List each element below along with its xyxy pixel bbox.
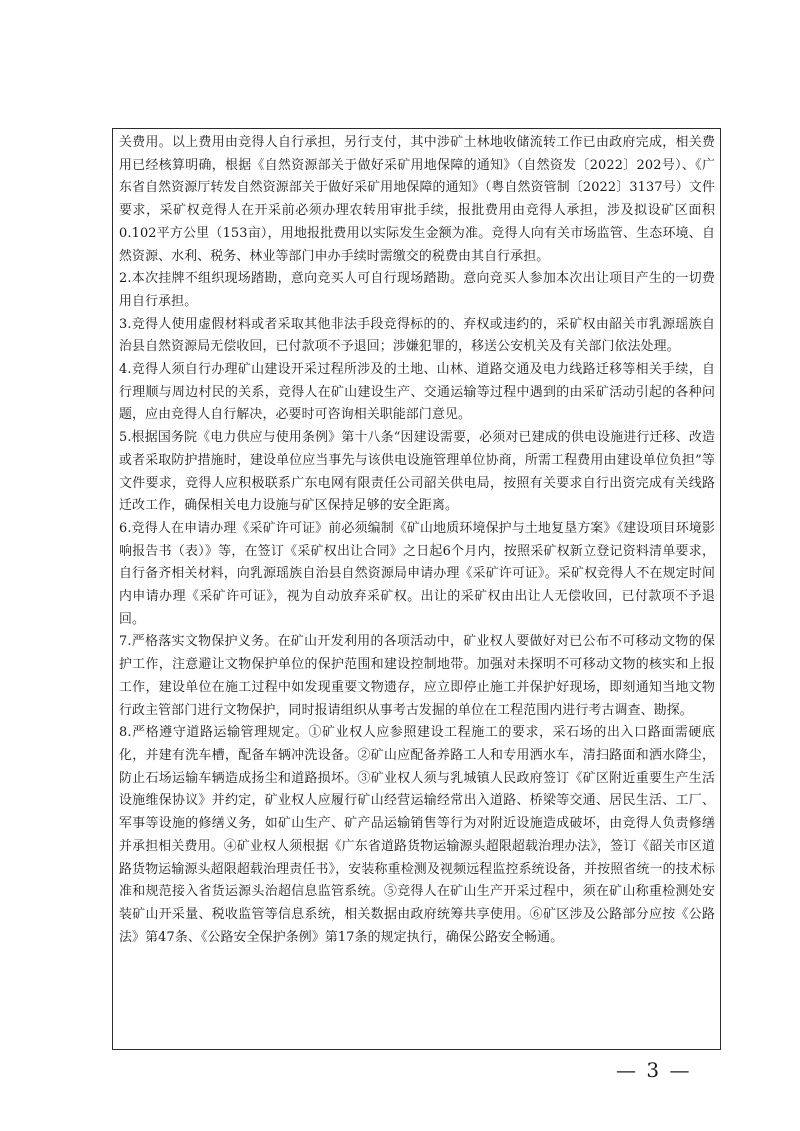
- paragraph-item-3-false-materials: 3.竞得人使用虚假材料或者采取其他非法手段竞得标的的、弃权或违约的，采矿权由韶关市乳源瑶族自治县自然资源局无偿收回，已付款项不予退回；涉嫌犯罪的，移送公安机关及有关部门依法处理。: [119, 316, 715, 355]
- paragraph-item-6-mining-license: 6.竞得人在申请办理《采矿许可证》前必须编制《矿山地质环境保护与土地复垦方案》《建设项目环境影响报告书（表）》等，在签订《采矿权出让合同》之日起6个月内，按照采矿权新立登记资料清单要求，自行备齐相关材料，向乳源瑶族自治县自然资源局申请办理《采矿许可证》。采矿权竞得人不在规定时间内申请办理《采矿许可证》，视为自动放弃采矿权。出让的采矿权由出让人无偿收回，已付款项不予退回。: [119, 520, 715, 627]
- paragraph-item-2-site-survey: 2.本次挂牌不组织现场踏勘，意向竞买人可自行现场踏勘。意向竞买人参加本次出让项目产生的一切费用自行承担。: [119, 271, 715, 309]
- paragraph-item-7-cultural-relics: 7.严格落实文物保护义务。在矿山开发利用的各项活动中，矿业权人要做好对已公布不可移动文物的保护工作，注意避让文物保护单位的保护范围和建设控制地带。加强对未探明不可移动文物的核实和上报工作，建设单位在施工过程中如发现重要文物遗存，应立即停止施工并保护好现场，即刻通知当地文物行政主管部门进行文物保护，同时报请组织从事考古发掘的单位在工程范围内进行考古调查、勘探。: [119, 634, 715, 718]
- bordered-content-box: [112, 128, 721, 1050]
- paragraph-item-5-power-supply: 5.根据国务院《电力供应与使用条例》第十八条“因建设需要，必须对已建成的供电设施进行迁移、改造或者采取防护措施时，建设单位应当事先与该供电设施管理单位协商，所需工程费用由建设单位负担”等文件要求，竞得人应积极联系广东电网有限责任公司韶关供电局，按照有关要求自行出资完成有关线路迁改工作，确保相关电力设施与矿区保持足够的安全距离。: [119, 430, 715, 514]
- paragraph-item-4-construction-procedures: 4.竞得人须自行办理矿山建设开采过程所涉及的土地、山林、道路交通及电力线路迁移等相关手续，自行理顺与周边村民的关系，竞得人在矿山建设生产、交通运输等过程中遇到的由采矿活动引起的各种问题，应由竞得人自行解决，必要时可咨询相关职能部门意见。: [119, 362, 715, 423]
- page-number: — 3 —: [616, 1058, 692, 1082]
- paragraph-fees-continuation: 关费用。以上费用由竞得人自行承担，另行支付，其中涉矿土林地收储流转工作已由政府完成，相关费用已经核算明确，根据《自然资源部关于做好采矿用地保障的通知》（自然资发〔2022〕202号）、《广东省自然资源厅转发自然资源部关于做好采矿用地保障的通知》（粤自然资管制〔2022〕3137号）文件要求，采矿权竞得人在开采前必须办理农转用审批手续，报批费用由竞得人承担，涉及拟设矿区面积0.102平方公里（153亩），用地报批费用以实际发生金额为准。竞得人向有关市场监管、生态环境、自然资源、水利、税务、林业等部门申办手续时需缴交的税费由其自行承担。: [119, 135, 715, 264]
- paragraph-item-8-road-transport: 8.严格遵守道路运输管理规定。①矿业权人应参照建设工程施工的要求，采石场的出入口路面需硬底化，并建有洗车槽，配备车辆冲洗设备。②矿山应配备养路工人和专用洒水车，清扫路面和洒水降尘，防止石场运输车辆造成扬尘和道路损坏。③矿业权人须与乳城镇人民政府签订《矿区附近重要生产生活设施维保协议》并约定，矿业权人应履行矿山经营运输经常出入道路、桥梁等交通、居民生活、工厂、军事等设施的修缮义务，如矿山生产、矿产品运输销售等行为对附近设施造成破坏，由竞得人负责修缮并承担相关费用。④矿业权人须根据《广东省道路货物运输源头超限超载治理办法》，签订《韶关市区道路货物运输源头超限超载治理责任书》，安装称重检测及视频远程监控系统设备，并按照省统一的技术标准和规范接入省货运源头治超信息监管系统。⑤竞得人在矿山生产开采过程中，须在矿山称重检测处安装矿山开采量、税收监管等信息系统，相关数据由政府统筹共享使用。⑥矿区涉及公路部分应按《公路法》第47条、《公路安全保护条例》第17条的规定执行，确保公路安全畅通。: [119, 725, 715, 945]
